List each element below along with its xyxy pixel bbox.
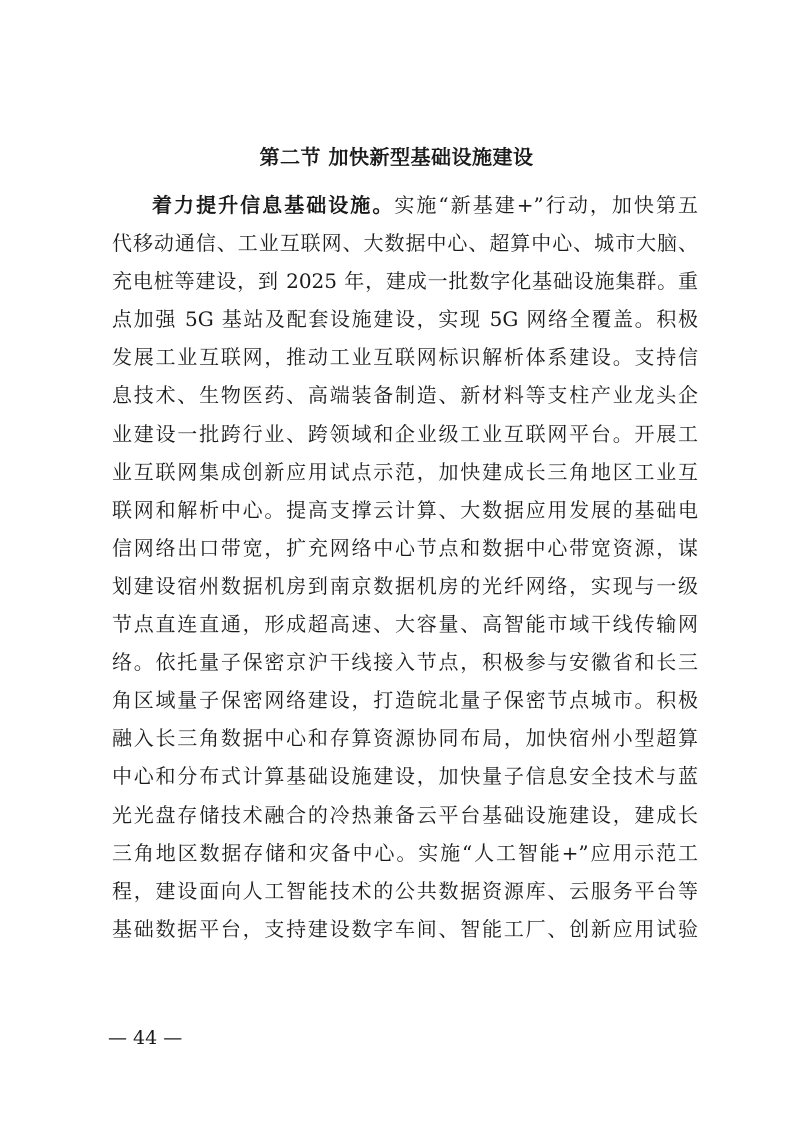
section-title: 第二节 加快新型基础设施建设 (259, 145, 534, 169)
paragraph-line (112, 186, 698, 224)
paragraph-line: 业互联网集成创新应用试点示范，加快建成长三角地区工业互 (112, 459, 698, 484)
paragraph-line: 基础数据平台，支持建设数字车间、智能工厂、创新应用试验 (112, 916, 698, 941)
paragraph-line-text: 实施“新基建+”行动，加快第五 (394, 193, 698, 217)
paragraph-line: 充电桩等建设，到 2025 年，建成一批数字化基础设施集群。重 (112, 269, 698, 294)
paragraph-line: 划建设宿州数据机房到南京数据机房的光纤网络，实现与一级 (112, 573, 698, 598)
page-number: — 44 — (108, 1027, 183, 1049)
paragraph-line: 三角地区数据存储和灾备中心。实施“人工智能+”应用示范工 (112, 840, 698, 865)
paragraph-line: 信网络出口带宽，扩充网络中心节点和数据中心带宽资源，谋 (112, 535, 698, 560)
paragraph-line: 业建设一批跨行业、跨领域和企业级工业互联网平台。开展工 (112, 421, 698, 446)
body-paragraph (112, 186, 698, 948)
paragraph-line: 角区域量子保密网络建设，打造皖北量子保密节点城市。积极 (112, 688, 698, 713)
paragraph-line: 融入长三角数据中心和存算资源协同布局，加快宿州小型超算 (112, 726, 698, 751)
paragraph-line: 联网和解析中心。提高支撑云计算、大数据应用发展的基础电 (112, 497, 698, 522)
paragraph-line: 息技术、生物医药、高端装备制造、新材料等支柱产业龙头企 (112, 383, 698, 408)
paragraph-line: 络。依托量子保密京沪干线接入节点，积极参与安徽省和长三 (112, 650, 698, 675)
paragraph-lead-heading: 着力提升信息基础设施。 (152, 193, 395, 217)
paragraph-line: 节点直连直通，形成超高速、大容量、高智能市域干线传输网 (112, 612, 698, 637)
paragraph-line: 中心和分布式计算基础设施建设，加快量子信息安全技术与蓝 (112, 764, 698, 789)
paragraph-line: 光光盘存储技术融合的冷热兼备云平台基础设施建设，建成长 (112, 802, 698, 827)
paragraph-line: 代移动通信、工业互联网、大数据中心、超算中心、城市大脑、 (112, 231, 698, 256)
paragraph-line: 点加强 5G 基站及配套设施建设，实现 5G 网络全覆盖。积极 (112, 307, 698, 332)
paragraph-line: 程，建设面向人工智能技术的公共数据资源库、云服务平台等 (112, 878, 698, 903)
paragraph-line: 发展工业互联网，推动工业互联网标识解析体系建设。支持信 (112, 345, 698, 370)
